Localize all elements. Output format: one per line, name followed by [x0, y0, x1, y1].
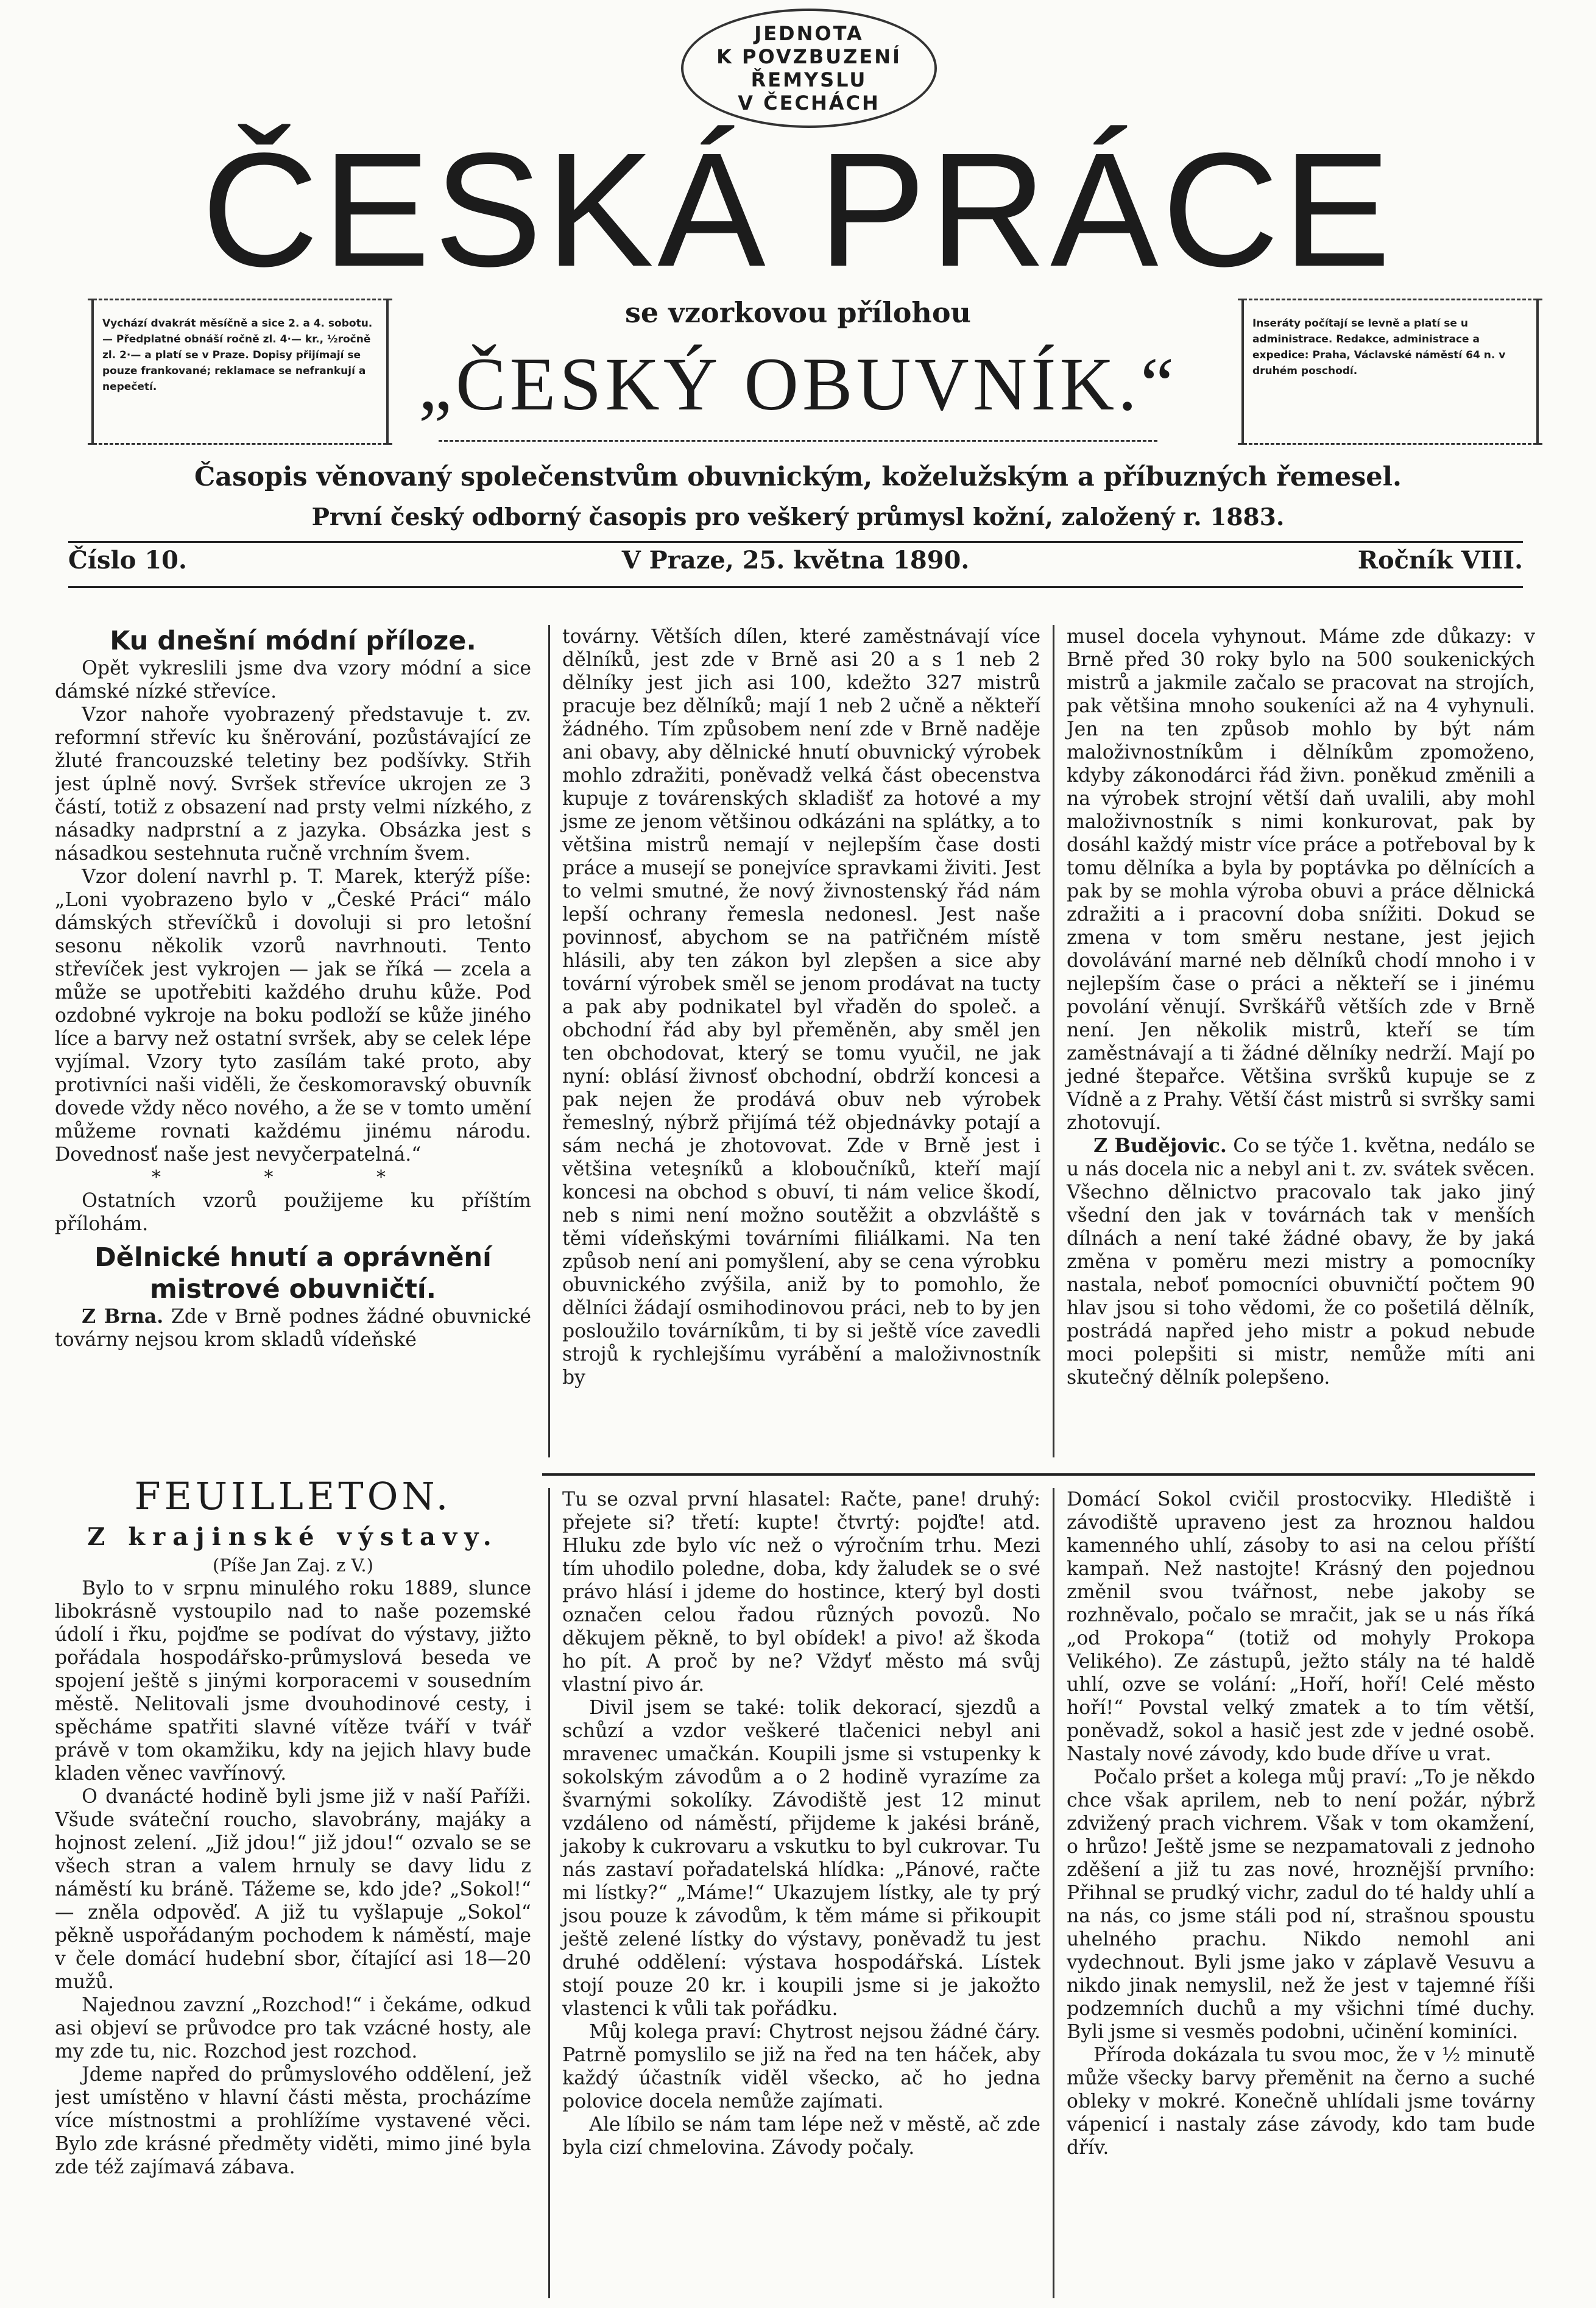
paragraph: musel docela vyhynout. Máme zde důkazy: v Brně před 30 roky bylo na 500 soukenických mistrů a jakmile začalo se pracovat na strojích, pak většina mnoho soukeníci až na 4 vyhynuli. Jen na ten způsob mohlo by být nám maloživnostníkům i dělníkům zpomoženo, kdyby zákonodárci řád živn. poněkud změnili a na výrobek strojní větší daň uvalili, aby mohl maloživnostník s nimi konkurovat, pak by dosáhl každý mistr více práce a potřeboval by k tomu dělníka a byla by poptávka po dělnících a pak by se mohla výroba obuvi a práce dělnická zdražiti a i pracovní doba snížiti. Dokud se zmena v tom směru nestane, jest jejich dovolávání marné neb dělníků chodí mnoho i v nejlepším čase o práci a někteří se i jinému povolání věnují. Svrškářů větších zde v Brně není. Jen několik mistrů, kteří se tím zaměstnávají a ti žádné dělníky nedrží. Mají po jedné štepařce. Většina svršků kupuje se z Vídně a z Prahy. Větší část mistrů si svršky sami zhotovují.: [1067, 626, 1535, 1134]
paragraph: továrny. Větších dílen, které zaměstnávají více dělníků, jest zde v Brně asi 20 a s 1 neb 2 dělníky jest jich asi 100, kdežto 327 mistrů pracuje bez dělníků; mají 1 neb 2 učně a někteří žádného. Tím způsobem není zde v Brně naděje ani obavy, aby dělnické hnutí obuvnický výrobek mohlo zdražiti, poněvadž velká část obecenstva kupuje z továrenských skladišť za hotové a my jsme ze jenom většinou odkázáni na splátky, a to většina mistrů nemají v nejlepším čase dosti práce a musejí se ponejvíce spravkami živiti. Jest to velmi smutné, že nový živnostenský řád nám lepší ochrany řemesla nedonesl. Jest naše povinnosť, abychom se na patřičném místě hlásili, aby ten zákon byl zlepšen a sice aby tovární výrobek směl se jenom prodávat na tucty a pak aby podnikatel byl vřaděn do společ. a obchodní řád aby byl přeměněn, aby směl jen ten obchodovat, který se tomu vyučil, ne jak nyní: oblásí živnosť obchodní, obdrží koncesi a pak nejen že prodává obuv neb výrobek řemeslný, nýbrž přijímá též objednávky potají a sám nechá je zhotovovat. Zde v Brně jest i většina veteşníků a kloboučníků, kteří mají koncesi na obchod s obuví, ti nám velice škodí, neb s nimi není možno soutěžit a obzvláště s těmi vídeňskými továrními filiálkami. Na ten způsob není ani pomyšlení, aby se cena výrobku obuvnického zvýšila, aniž by to pomohlo, že dělníci žádají osmihodinovou práci, neb to by jen posloužilo továrníkům, ti by si ještě více zavedli strojů k rychlejšímu vyrábění a maloživnostník by: [562, 626, 1040, 1389]
feuilleton-column-3: [1053, 1488, 1535, 2298]
dateline: Z Budějovic.: [1093, 1135, 1227, 1157]
paragraph: Najednou zavzní „Rozchod!“ i čekáme, odkud asi objeví se průvodce pro tak vzácné hosty, ale my zde tu, nic. Rozchod jest rozchod.: [55, 1994, 531, 2062]
stamp-line: V ČECHÁCH: [738, 91, 880, 115]
issue-volume: Ročník VIII.: [1357, 546, 1523, 575]
stamp-line: JEDNOTA: [754, 22, 864, 45]
paragraph: Vzor nahoře vyobrazený představuje t. zv. reformní střevíc ku šněrování, pozůstávající ze žluté francouzské teletiny bez podšívky. Střih jest úplně nový. Svršek střevíce ukrojen ze 3 částí, totiž z obsazení nad prsty velmi nízkého, z násadky nadprstní a z jazyka. Obsázka jest s násadkou sestehnuta ručně vrchním švem.: [55, 704, 531, 865]
article-column-3: [1053, 625, 1535, 1457]
supplement-title: „ČESKÝ OBUVNÍK.“: [418, 342, 1178, 426]
feuilleton-title: Z krajinské výstavy.: [87, 1523, 499, 1551]
article-heading: Ku dnešní módní příloze.: [110, 626, 476, 656]
feuilleton-header: FEUILLETON.: [134, 1474, 452, 1518]
box-bottom-rule: [88, 443, 392, 445]
paragraph: Jdeme napřed do průmyslového oddělení, jež jest umístěno v hlavní části města, procházíme více místnostmi a prohlížíme vystavené věci. Bylo zde krásné předměty viděti, mimo jiné byla zde též zajímavá zábava.: [55, 2064, 531, 2178]
advertising-info-text: Inseráty počítají se levně a platí se u administrace. Redakce, administrace a expedice: Praha, Václavské náměstí 64 n. v druhém poschodí.: [1252, 317, 1506, 377]
paragraph: Ale líbilo se nám tam lépe než v městě, ač zde byla cizí chmelovina. Závody počaly.: [562, 2114, 1040, 2159]
paragraph: Opět vykreslili jsme dva vzory módní a sice dámské nízké střevíce.: [55, 657, 531, 703]
masthead-divider: [439, 440, 1157, 442]
box-bottom-rule: [1238, 443, 1542, 445]
issue-top-rule: [68, 541, 1523, 543]
paragraph: Příroda dokázala tu svou moc, že v ½ minutě může všecky barvy přeměnit na černo a suché obleky v mokré. Konečně uhlídali jsme továrny vápenicí i nastaly záse závody, kdo tam bude dřív.: [1067, 2044, 1535, 2159]
supplement-line: se vzorkovou přílohou: [625, 296, 971, 329]
paragraph: Ostatních vzorů použijeme ku příštím přílohám.: [55, 1190, 531, 1235]
paragraph-text: Co se týče 1. května, nedálo se u nás docela nic a nebyl ani t. zv. svátek svěcen. Všechno dělnictvo pracovalo tak jako jiný všední den jak v továrnách tak v menších dílnách a není také žádné obavy, že by jaká změna v poměru mezi mistry a pomocníky nastala, neboť pomocníci obuvničtí počtem 90 hlav jsou si toho vědomi, že co pošetilá dělník, postrádá napřed jeho mistr a pokud nebude moci polepšiti si mistr, nemůže míti ani skutečný dělník polepšeno.: [1067, 1135, 1535, 1389]
dateline: Z Brna.: [82, 1305, 164, 1328]
stamp-line: K POVZBUZENÍ: [716, 45, 902, 68]
issue-info-row: [68, 546, 1523, 582]
paragraph: Můj kolega praví: Chytrost nejsou žádné čáry. Patrně pomyslilo se již na řed na ten háček, aby každý účastník viděl všecko, ač ho jedna polovice docela nemůže zajímati.: [562, 2021, 1040, 2112]
paragraph: Počalo pršet a kolega můj praví: „To je někdo chce však aprilem, neb to není požár, nýbrž zdvižený prach vichrem. Však v tom okamžení, o hrůzo! Ještě jsme se nezpamatovali z jednoho zděšení a již tu zas nové, hroznější prvního: Přihnal se prudký vichr, zadul do té haldy uhlí a na nás, co jsme stáli pod ní, strašnou spoustu uhelného prachu. Nikdo nemohl ani vydechnout. Byli jsme jako v záplavě Vesuvu a nikdo jinak nemyslil, než že jest v tajemné říši podzemních duchů a my všichni tímé duchy. Byli jsme si vesměs podobni, učinění kominíci.: [1067, 1766, 1535, 2043]
feuilleton-divider: [542, 1473, 1535, 1476]
paragraph: Divil jsem se také: tolik dekorací, sjezdů a schůzí a vzdor veškeré tlačenici nebyl ani mravenec umačkán. Koupili jsme si vstupenky k sokolským závodům a o 2 hodině vyrazíme za švarnými sokolíky. Závodiště jest 12 minut vzdáleno od náměstí, přijdeme k jakési bráně, jakoby k cukrovaru a vskutku to byl cukrovar. Tu nás zastaví pořadatelská hlídka: „Pánové, račte mi lístky?“ „Máme!“ Ukazujem lístky, ale ty prý jsou pouze k závodům, k těm máme si přikoupit ještě zelené lístky do výstavy, poněvadž tu jest druhé oddělení: výstava hospodářská. Lístek stojí pouze 20 kr. i koupili jsme si je jakožto vlastenci k vůli tak pořádku.: [562, 1697, 1040, 2020]
feuilleton-section: [55, 1472, 531, 2295]
article-fashion-supplement: [55, 625, 531, 1457]
issue-number: Číslo 10.: [68, 546, 187, 575]
paragraph: Tu se ozval první hlasatel: Račte, pane! druhý: přejete si? třetí: kupte! čtvrtý: pojďte! atd. Hluku zde bylo víc než o výročním trhu. Mezi tím uhodilo poledne, doba, kdy žaludek se o své právo hlásí i jdeme do hostince, který byl dosti označen celou řadou různých povozů. No děkujem pěkně, to byl obídek! a pivo! až škoda ho pít. A proč by ne? Vždyť město má svůj vlastní pivo ár.: [562, 1489, 1040, 1696]
issue-bottom-rule: [68, 586, 1523, 588]
feuilleton-byline: (Píše Jan Zaj. z V.): [213, 1555, 373, 1576]
library-stamp: [681, 9, 937, 128]
subtitle-dedication: Časopis věnovaný společenstvům obuvnickým, koželužským a příbuzných řemesel.: [194, 462, 1402, 492]
paragraph: Vzor dolení navrhl p. T. Marek, kterýž píše: „Loni vyobrazeno bylo v „České Práci“ málo dámských střevíčků i dovoluji si pro letošní sesonu několik vzorů navrhnouti. Tento střevíček jest vykrojen — jak se říká — zcela a může se upotřebiti každého druhu kůže. Pod ozdobné vykroje na boku podloží se kůže jiného líce a barvy než ostatní svršek, aby se celek lépe vyjímal. Vzory tyto zasílám také proto, aby protivníci naši viděli, že českomoravský obuvník dovede vždy něco nového, a že se v tomto umění můžeme rovnati každému jinému národu. Dovednosť naše jest nevyčerpatelná.“: [55, 866, 531, 1166]
article-column-2: [548, 625, 1040, 1457]
paragraph: Bylo to v srpnu minulého roku 1889, slunce libokrásně vystoupilo nad to naše pozemské údolí i řku, pojďme se podívat do výstavy, jižto pořádala hospodářsko-průmyslová beseda ve spojení ještě s jinými korporacemi v sousedním městě. Nelitovali jsme dvouhodinové cesty, i spěcháme spatřiti slavné vítěze tváří v tvář právě v tom okamžiku, kdy na jejich hlavy bude kladen věnec vavřínový.: [55, 1577, 531, 1785]
issue-date: V Praze, 25. května 1890.: [621, 546, 970, 575]
article-heading: Dělnické hnutí a oprávnění mistrové obuvničtí.: [94, 1242, 492, 1304]
paragraph: O dvanácté hodině byli jsme již v naší Paříži. Všude sváteční roucho, slavobrány, majáky a hojnost zelení. „Již jdou!“ již jdou!“ ozvalo se se všech stran a valem hrnuly se davy lidu z náměstí ku bráně. Tážeme se, kdo jde? „Sokol!“ — zněla odpověď. A již tu vyšlapuje „Sokol“ pěkně uspořádaným pochodem k náměstí, maje v čele domácí hudební sbor, čítající asi 18—20 mužů.: [55, 1786, 531, 1993]
feuilleton-column-2: [548, 1488, 1040, 2298]
subscription-info-text: Vychází dvakrát měsíčně a sice 2. a 4. sobotu. — Předplatné obnáší ročně zl. 4·— kr., ½ročně zl. 2·— a platí se v Praze. Dopisy přijímají se pouze frankované; reklamace se nefrankují a nepečetí.: [102, 317, 373, 393]
paragraph: Domácí Sokol cvičil prostocviky. Hlediště i závodiště upraveno jest za hroznou haldou kamenného uhlí, zásoby to asi na celou příští kampaň. Než nastojte! Krásný den pojednou změnil svou tvářnost, nebe jakoby se rozhněvalo, počalo se mračit, jak se u nás říká „od Prokopa“ (totiž od mohyly Prokopa Velikého). Ze zástupů, ježto stály na té haldě uhlí, ozve se volání: „Hoří, hoří! Celé město hoří!“ Povstal velký zmatek a to tím větší, poněvadž, sokol a hasič jest zde v jedné osobě. Nastaly nové závody, kdo bude dříve u vrat.: [1067, 1489, 1535, 1765]
section-stars: * * *: [151, 1167, 435, 1188]
stamp-line: ŘEMYSLU: [750, 68, 867, 91]
paragraph-text: Zde v Brně podnes žádné obuvnické továrny nejsou krom skladů vídeňské: [55, 1306, 531, 1351]
subtitle-founded: První český odborný časopis pro veškerý průmysl kožní, založený r. 1883.: [311, 503, 1285, 531]
masthead-title: ČESKÁ PRÁCE: [201, 119, 1395, 300]
